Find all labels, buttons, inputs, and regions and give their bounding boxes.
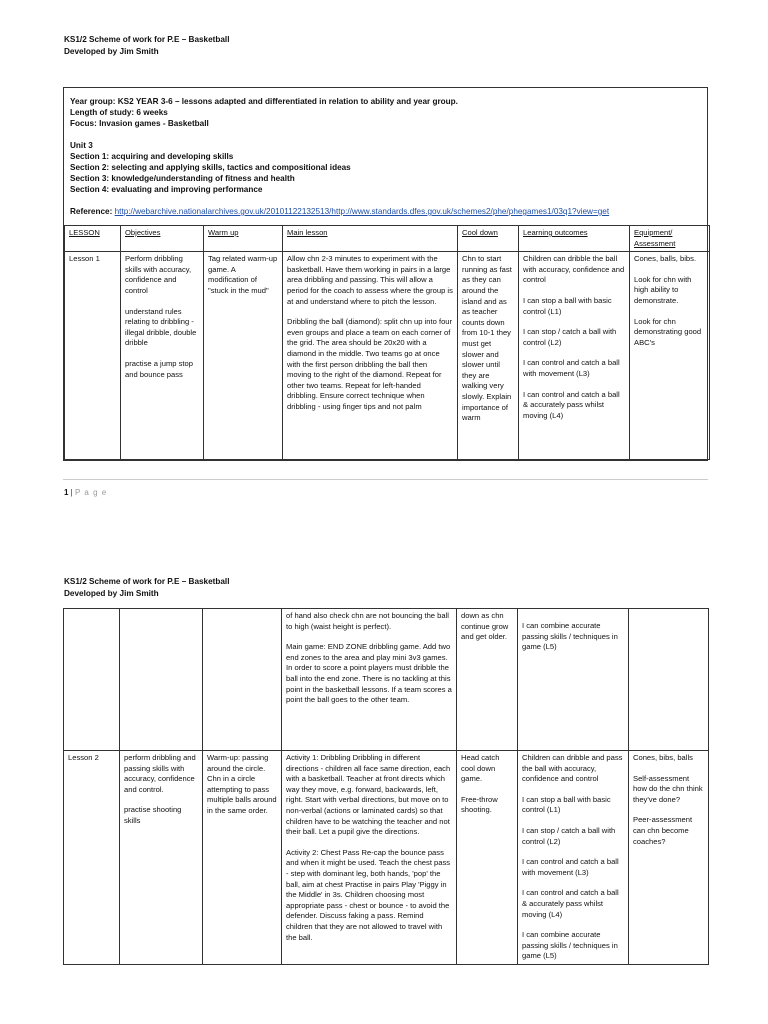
section-4: Section 4: evaluating and improving performance [70, 185, 263, 194]
footer-divider [63, 479, 708, 480]
header-title: KS1/2 Scheme of work for P.E – Basketball [64, 35, 230, 44]
table-row [65, 252, 710, 460]
cooldown-cell: down as chn continue grow and get older. [457, 609, 518, 751]
warmup-cell: Tag related warm-up game. A modification of "stuck in the mud" [204, 252, 283, 460]
reference-link[interactable]: http://webarchive.nationalarchives.gov.uk/20101122132513/http://www.standards.dfes.gov.uk/schemes2/phe/phegames1/03q1?view=get [114, 207, 610, 216]
main-paragraph: Allow chn 2-3 minutes to experiment with the basketball. Have them working in pairs in a large area dribbling and passing. This will allow a period for the coach to assess where the group is at and understand where to pitch the lesson. [287, 254, 453, 306]
equipment-note: Cones, bibs, balls [633, 753, 693, 762]
outcome: I can control and catch a ball with movement (L3) [522, 857, 619, 877]
page-header [64, 576, 229, 600]
equipment-note: Look for chn demonstrating good ABC's [634, 316, 702, 347]
section-2: Section 2: selecting and applying skills, tactics and compositional ideas [70, 163, 351, 172]
cooldown-cell: Chn to start running as fast as they can around the island and as as teacher counts down from 10-1 they must get slower and slower until they are walking very slowly. Explain importance of warm [458, 252, 519, 460]
equipment-cell [630, 252, 710, 460]
year-group: Year group: KS2 YEAR 3-6 – lessons adapted and differentiated in relation to ability and year group. [70, 97, 458, 106]
outcome: I can stop / catch a ball with control (L2) [523, 327, 617, 347]
main-paragraph: Main game: END ZONE dribbling game. Add two end zones to the area and play mini 3v3 games. In order to score a point players must dribble the ball into the end zone. There is no tackling at this point in the basketball lessons. If a team scores a point the ball goes to the other team. [286, 642, 452, 705]
main-paragraph: Activity 2: Chest Pass Re-cap the bounce pass and when it might be used. Teach the chest pass - step with dominant leg, both hands, 'pop' the ball, aim at chest Practise in pairs Play 'Piggy in the Middle' in 3s. Children choosing most appropriate pass - chest or bounce - to avoid the defender. Discuss faking a pass. Remind children that they are not allowed to travel with the ball. [286, 847, 451, 942]
col-equipment: Equipment/ Assessment [630, 226, 710, 252]
equipment-note: Look for chn with high ability to demonstrate. [634, 274, 692, 305]
table-header-row [65, 226, 710, 252]
reference [70, 206, 701, 217]
main-paragraph: of hand also check chn are not bouncing the ball to high (waist height is perfect). [286, 611, 449, 631]
outcomes-cell [518, 751, 629, 965]
cooldown-note: Head catch cool down game. [461, 753, 500, 784]
cooldown-cell [457, 751, 518, 965]
main-lesson-cell [283, 252, 458, 460]
scheme-meta [64, 88, 707, 225]
warmup-cell: Warm-up: passing around the circle. Chn in a circle attempting to pass multiple balls around in the same order. [203, 751, 282, 965]
objective: understand rules relating to dribbling - illegal dribble, double dribble [125, 306, 197, 348]
header-author: Developed by Jim Smith [64, 589, 159, 598]
page-number: 1 [64, 488, 69, 497]
main-paragraph: Dribbling the ball (diamond): split chn up into four even groups and place a team on each corner of the grid. The area should be 20x20 with a diamond in the middle. Two teams go at once with the first person dribbling the ball then moving to the right of the diamond. Repeat for other two teams. Repeat for left-handed dribbling. Ensure correct technique when dribbling - using finger tips and not palm [287, 317, 453, 411]
main-lesson-cell [282, 751, 457, 965]
outcome: I can stop a ball with basic control (L1) [522, 794, 611, 815]
section-3: Section 3: knowledge/understanding of fitness and health [70, 174, 295, 183]
objectives-cell [121, 252, 204, 460]
outcome: I can control and catch a ball & accurately pass whilst moving (L4) [523, 389, 620, 420]
equipment-note: Self-assessment how do the chn think they've done? [633, 773, 703, 804]
main-lesson-cell [282, 609, 457, 751]
outcome: I can stop a ball with basic control (L1) [523, 295, 612, 316]
equipment-note: Peer-assessment can chn become coaches? [633, 815, 693, 846]
outcome: I can combine accurate passing skills / techniques in game (L5) [522, 930, 618, 961]
page-header [64, 34, 229, 58]
lesson-table [64, 225, 710, 460]
lesson-name: Lesson 1 [65, 252, 121, 460]
unit: Unit 3 [70, 141, 93, 150]
objective: practise a jump stop and bounce pass [125, 358, 193, 379]
col-warmup: Warm up [204, 226, 283, 252]
outcomes-cell [519, 252, 630, 460]
header-title: KS1/2 Scheme of work for P.E – Basketball [64, 577, 230, 586]
col-learning-outcomes: Learning outcomes [519, 226, 630, 252]
objective: practise shooting skills [124, 805, 182, 825]
outcome: I can control and catch a ball & accurately pass whilst moving (L4) [522, 888, 619, 919]
objective: perform dribbling and passing skills with accuracy, confidence and control. [124, 753, 196, 794]
col-lesson: LESSON [65, 226, 121, 252]
outcome: I can control and catch a ball with movement (L3) [523, 358, 620, 378]
page-label: P a g e [74, 488, 108, 497]
main-paragraph: Activity 1: Dribbling Dribbling in different directions - children all face same direction, each with a basketball. Teacher at front directs which way they move, e.g. forward, backwards, left, right. Start with verbal directions, but move on to non-verbal (actions or laminated cards) so that children have to be watching the teacher and not their ball. Let a pupil give the directions. [286, 753, 451, 837]
scheme-box [63, 87, 708, 461]
reference-label: Reference: [70, 207, 113, 216]
outcomes-cell [518, 609, 629, 751]
col-objectives: Objectives [121, 226, 204, 252]
lesson-name: Lesson 2 [64, 751, 120, 965]
lesson-table-continued [63, 608, 708, 965]
focus: Focus: Invasion games - Basketball [70, 119, 209, 128]
lesson-table [63, 608, 709, 965]
outcome: Children can dribble the ball with accuracy, confidence and control [523, 254, 625, 285]
table-row [64, 751, 709, 965]
outcome: Children can dribble and pass the ball with accuracy, confidence and control [522, 753, 623, 784]
cooldown-note: Free-throw shooting. [461, 794, 498, 815]
page-footer: 1 | P a g e [64, 488, 108, 497]
equipment-cell [629, 751, 709, 965]
col-main-lesson: Main lesson [283, 226, 458, 252]
table-row [64, 609, 709, 751]
outcome: I can stop / catch a ball with control (L2) [522, 825, 616, 846]
length-of-study: Length of study: 6 weeks [70, 108, 168, 117]
outcome: I can combine accurate passing skills / techniques in game (L5) [522, 621, 618, 652]
col-cool-down: Cool down [458, 226, 519, 252]
objectives-cell [120, 751, 203, 965]
section-1: Section 1: acquiring and developing skills [70, 152, 234, 161]
header-author: Developed by Jim Smith [64, 47, 159, 56]
objective: Perform dribbling skills with accuracy, confidence and control [125, 254, 192, 295]
equipment-note: Cones, balls, bibs. [634, 254, 697, 264]
